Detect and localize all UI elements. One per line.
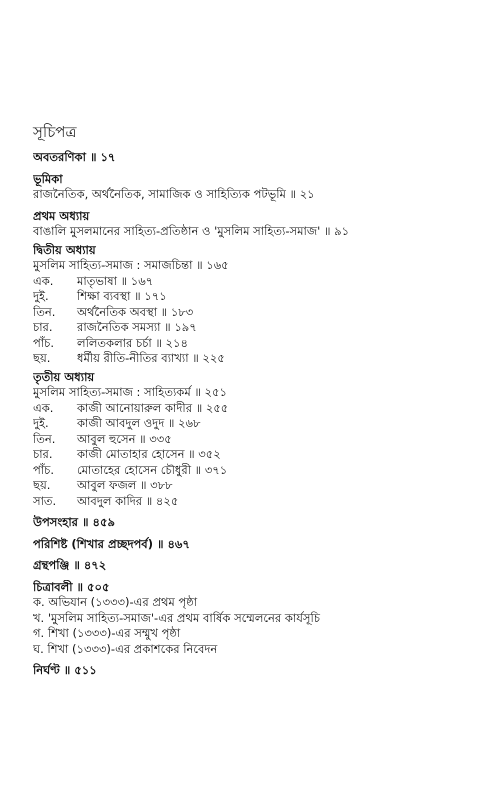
item-title: কাজী আনোয়ারুল কাদীর ॥ ২৫৫ — [77, 400, 229, 415]
toc-chapter2-item — [33, 351, 473, 367]
toc-intro: অবতরণিকা ॥ ১৭ — [33, 150, 116, 164]
toc-chitrabali-item: গ. শিখা (১৩৩৩)-এর সম্মুখ পৃষ্ঠা — [33, 626, 181, 640]
toc-chapter3-item — [33, 447, 473, 463]
toc-chitrabali-heading: চিত্রাবলী ॥ ৫০৫ — [33, 579, 110, 594]
toc-chapter2-item — [33, 320, 473, 336]
toc-chapter3-item — [33, 463, 473, 479]
item-title: আবুল ফজল ॥ ৩৮৮ — [77, 478, 173, 492]
toc-nirghanta: নির্ঘণ্ট ॥ ৫১১ — [33, 663, 97, 677]
toc-bhumika-heading: ভূমিকা — [33, 171, 63, 186]
toc-parishishta: পরিশিষ্ট (শিখার প্রচ্ছদপর্ব) ॥ ৪৬৭ — [33, 536, 190, 551]
toc-chapter2-item — [33, 336, 473, 352]
item-title: কাজী আবদুল ওদুদ ॥ ২৬৮ — [77, 416, 201, 430]
item-title: মাতৃভাষা ॥ ১৬৭ — [77, 273, 154, 288]
item-number: ছয়. — [33, 478, 51, 492]
item-title: আবদুল কাদির ॥ ৪২৫ — [77, 493, 179, 508]
item-number: চার. — [33, 320, 53, 334]
item-title: ধর্মীয় রীতি-নীতির ব্যাখ্যা ॥ ২২৫ — [77, 351, 225, 365]
item-title: আবুল হুসেন ॥ ৩৩৫ — [77, 431, 172, 446]
toc-chapter3-item — [33, 432, 473, 448]
item-number: পাঁচ. — [33, 335, 55, 350]
toc-chapter2-item — [33, 289, 473, 305]
item-number: দুই. — [33, 289, 49, 303]
toc-chapter3-item — [33, 478, 473, 494]
toc-chapter2-item — [33, 305, 473, 321]
toc-upasanhar: উপসংহার ॥ ৪৫৯ — [33, 515, 115, 529]
item-title: রাজনৈতিক সমস্যা ॥ ১৯৭ — [77, 320, 197, 334]
item-title: কাজী মোতাহার হোসেন ॥ ৩৫২ — [77, 447, 221, 461]
table-of-contents — [33, 150, 473, 679]
toc-chapter2-heading: দ্বিতীয় অধ্যায় — [33, 242, 96, 257]
toc-chitrabali-item: খ. 'মুসলিম সাহিত্য-সমাজ'-এর প্রথম বার্ষিক সম্মেলনের কার্যসূচি — [33, 610, 320, 625]
toc-chitrabali-item: ক. অভিযান (১৩৩৩)-এর প্রথম পৃষ্ঠা — [33, 595, 198, 609]
toc-chapter3-subtitle: মুসলিম সাহিত্য-সমাজ : সাহিত্যকর্ম ॥ ২৫১ — [33, 385, 227, 399]
toc-chapter1-text: বাঙালি মুসলমানের সাহিত্য-প্রতিষ্ঠান ও 'মুসলিম সাহিত্য-সমাজ' ॥ ৯১ — [33, 224, 350, 238]
item-number: দুই. — [33, 416, 49, 430]
toc-chapter2-item — [33, 274, 473, 290]
toc-chapter3-item — [33, 416, 473, 432]
item-number: ছয়. — [33, 351, 51, 365]
item-title: অর্থনৈতিক অবস্থা ॥ ১৮৩ — [77, 304, 194, 319]
page-title: সূচিপত্র — [33, 123, 77, 141]
item-number: এক. — [33, 400, 54, 415]
toc-chapter3-item — [33, 401, 473, 417]
toc-chapter1-heading: প্রথম অধ্যায় — [33, 208, 90, 223]
toc-chitrabali-item: ঘ. শিখা (১৩৩৩)-এর প্রকাশকের নিবেদন — [33, 641, 218, 656]
item-number: পাঁচ. — [33, 462, 55, 477]
item-title: ললিতকলার চর্চা ॥ ২১৪ — [77, 335, 188, 350]
item-number: এক. — [33, 273, 54, 288]
toc-bhumika-text: রাজনৈতিক, অর্থনৈতিক, সামাজিক ও সাহিত্যিক পটভূমি ॥ ২১ — [33, 187, 315, 201]
toc-chapter3-item — [33, 494, 473, 510]
item-title: শিক্ষা ব্যবস্থা ॥ ১৭১ — [77, 289, 167, 303]
toc-granthapanji: গ্রন্থপঞ্জি ॥ ৪৭২ — [33, 558, 107, 572]
item-number: চার. — [33, 447, 53, 461]
item-number: তিন. — [33, 431, 56, 446]
item-number: তিন. — [33, 304, 56, 319]
item-title: মোতাহের হোসেন চৌধুরী ॥ ৩৭১ — [77, 462, 228, 477]
toc-chapter2-subtitle: মুসলিম সাহিত্য-সমাজ : সমাজচিন্তা ॥ ১৬৫ — [33, 258, 229, 272]
toc-chapter3-heading: তৃতীয় অধ্যায় — [33, 369, 95, 384]
item-number: সাত. — [33, 493, 57, 508]
